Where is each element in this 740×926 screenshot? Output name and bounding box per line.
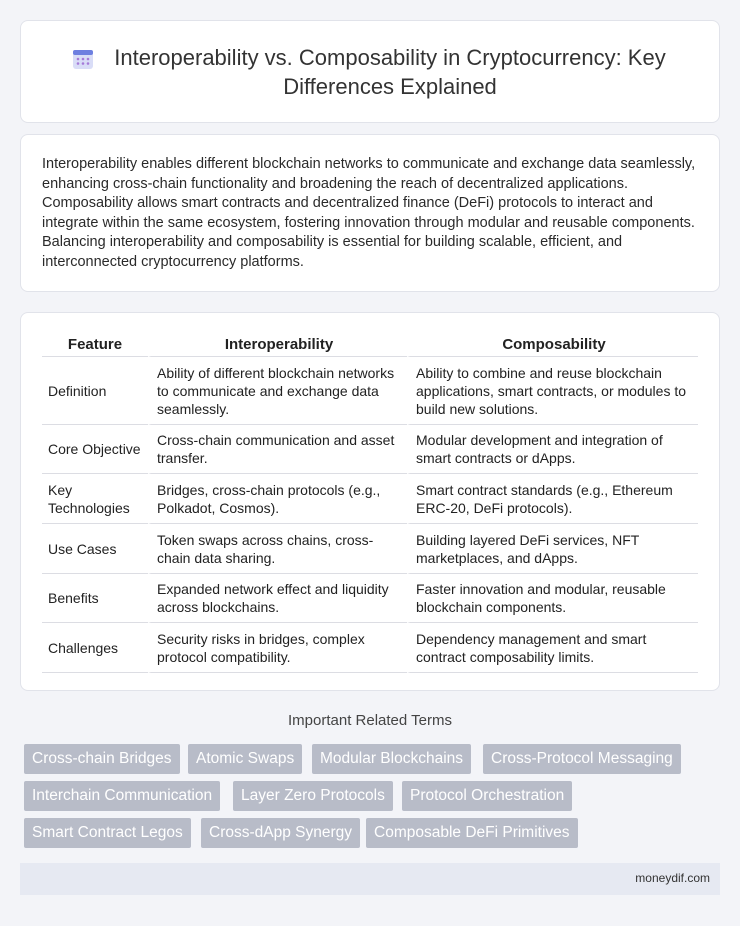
table-row [42, 474, 698, 524]
comparison-table-card [20, 312, 720, 691]
tag-interchain-communication[interactable]: Interchain Communication [24, 781, 220, 811]
tag-modular-blockchains[interactable]: Modular Blockchains [312, 744, 471, 774]
feature-cell: Use Cases [42, 524, 148, 574]
intro-card [20, 134, 720, 292]
composability-cell: Building layered DeFi services, NFT marketplaces, and dApps. [407, 524, 698, 574]
footer-site-name[interactable]: moneydif.com [635, 871, 710, 885]
header-composability: Composability [407, 333, 698, 357]
related-terms-heading: Important Related Terms [288, 712, 452, 729]
feature-cell: Definition [42, 357, 148, 425]
interoperability-cell: Cross-chain communication and asset transfer. [148, 425, 407, 474]
tag-cross-chain-bridges[interactable]: Cross-chain Bridges [24, 744, 180, 774]
table-header-row [42, 333, 698, 357]
composability-cell: Smart contract standards (e.g., Ethereum ERC-20, DeFi protocols). [407, 474, 698, 524]
interoperability-cell: Expanded network effect and liquidity across blockchains. [148, 574, 407, 623]
tag-composable-defi-primitives[interactable]: Composable DeFi Primitives [366, 818, 578, 848]
interoperability-cell: Ability of different blockchain networks to communicate and exchange data seamlessly. [148, 357, 407, 425]
page-title: Interoperability vs. Composability in Cryptocurrency: Key Differences Explained [114, 45, 666, 99]
intro-paragraph: Interoperability enables different blockchain networks to communicate and exchange data seamlessly, enhancing cross-chain functionality and broadening the reach of decentralized applications. Composability allows smart contracts and decentralized finance (DeFi) protocols to interact and integrate within the same ecosystem, fostering innovation through modular and reusable components. Balancing interoperability and composability is essential for building scalable, efficient, and interconnected cryptocurrency platforms. [42, 156, 696, 270]
composability-cell: Dependency management and smart contract composability limits. [407, 623, 698, 673]
table-row [42, 623, 698, 673]
tag-smart-contract-legos[interactable]: Smart Contract Legos [24, 818, 191, 848]
feature-cell: Challenges [42, 623, 148, 673]
feature-cell: Core Objective [42, 425, 148, 474]
header-feature: Feature [42, 333, 148, 357]
title-card [20, 20, 720, 123]
composability-cell: Modular development and integration of smart contracts or dApps. [407, 425, 698, 474]
interoperability-cell: Security risks in bridges, complex protocol compatibility. [148, 623, 407, 673]
feature-cell: Benefits [42, 574, 148, 623]
table-row [42, 524, 698, 574]
table-row [42, 574, 698, 623]
table-row [42, 357, 698, 425]
tag-atomic-swaps[interactable]: Atomic Swaps [188, 744, 302, 774]
tag-layer-zero-protocols[interactable]: Layer Zero Protocols [233, 781, 393, 811]
header-interoperability: Interoperability [148, 333, 407, 357]
interoperability-cell: Bridges, cross-chain protocols (e.g., Polkadot, Cosmos). [148, 474, 407, 524]
tag-cross-dapp-synergy[interactable]: Cross-dApp Synergy [201, 818, 360, 848]
interoperability-cell: Token swaps across chains, cross-chain data sharing. [148, 524, 407, 574]
composability-cell: Faster innovation and modular, reusable blockchain components. [407, 574, 698, 623]
table-row [42, 425, 698, 474]
footer [20, 863, 720, 895]
tag-protocol-orchestration[interactable]: Protocol Orchestration [402, 781, 572, 811]
comparison-table [42, 333, 698, 673]
feature-cell: Key Technologies [42, 474, 148, 524]
tag-cross-protocol-messaging[interactable]: Cross-Protocol Messaging [483, 744, 681, 774]
composability-cell: Ability to combine and reuse blockchain applications, smart contracts, or modules to build new solutions. [407, 357, 698, 425]
